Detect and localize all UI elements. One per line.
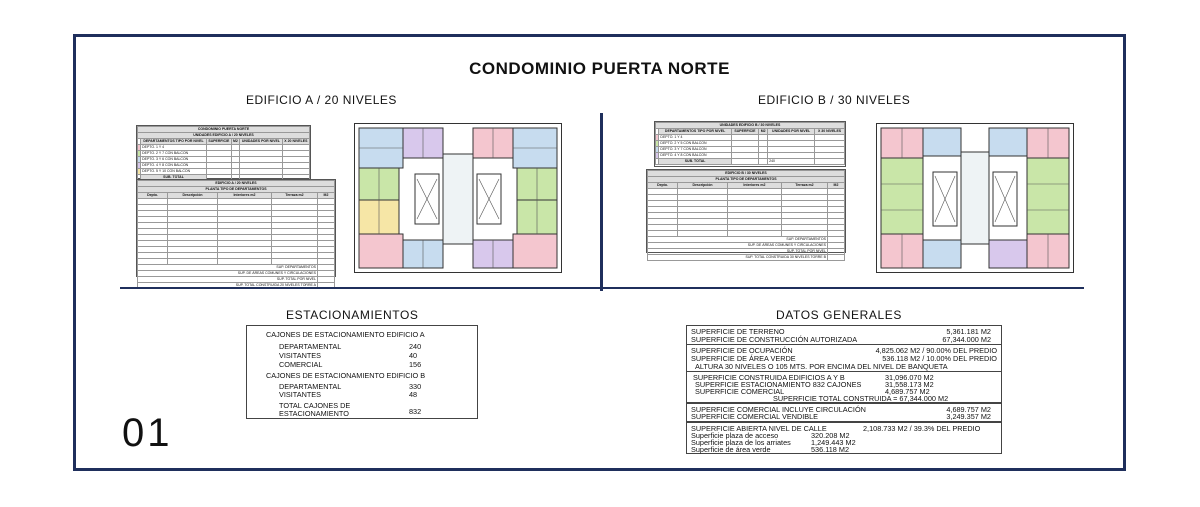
building-b-units-table: UNIDADES EDIFICIO B / 30 NIVELES DEPARTAMENTOS TIPO POR NIVEL SUPERFICIE M2 UNIDADES POR NIVEL X 30 NIVELES DEPTO. 1 Y 4 DEPTO. 2 Y 5 CON BALCON DEPTO. 3 Y 7 CON BALCON DEPTO. 4 Y 8 CON BALCON SUB. TOTAL 240 xyxy=(654,121,846,167)
page-title: CONDOMINIO PUERTA NORTE xyxy=(469,59,730,78)
datos-box-terreno: SUPERFICIE DE TERRENO 5,361.181 M2 SUPERFICIE DE CONSTRUCCIÓN AUTORIZADA 67,344.000 M2 xyxy=(686,325,1002,345)
building-a-plant-table: EDIFICIO A / 20 NIVELES PLANTA TIPO DE DEPARTAMENTOS Depto. Descripción Interiores m2 Terraza m2 M2 SUP. DEPARTAMENTOS SUP. DE ÁREAS COMUNES Y CIRCULACIONES SUP. TOTAL POR NIVEL SUP. TOTAL CONSTRUIDA 20 NIVELES TORRE A xyxy=(136,179,336,277)
building-a-units-table: CONDOMINIO PUERTA NORTE UNIDADES EDIFICIO A / 20 NIVELES DEPARTAMENTOS TIPO POR NIVEL SUPERFICIE M2 UNIDADES POR NIVEL X 20 NIVELES DEPTO. 1 Y 4 DEPTO. 2 Y 7 CON BALCON DEPTO. 3 Y 6 CON BALCON DEPTO. 4 Y 8 CON BALCON DEPTO. 5 Y 10 CON BALCON SUB. TOTAL xyxy=(136,125,311,179)
estacionamientos-box: CAJONES DE ESTACIONAMIENTO EDIFICIO A DEPARTAMENTAL 240 VISITANTES 40 COMERCIAL 156 CAJONES DE ESTACIONAMIENTO EDIFICIO B DEPARTAMENTAL 330 VISITANTES 48 TOTAL CAJONES DE ESTACIONAMIENTO 832 xyxy=(246,325,478,419)
building-b-plant-table: EDIFICIO B / 30 NIVELES PLANTA TIPO DE DEPARTAMENTOS Depto. Descripción Interiores m2 Terraza m2 M2 SUP. DEPARTAMENTOS SUP. DE ÁREAS COMUNES Y CIRCULACIONES SUP. TOTAL POR NIVEL SUP. TOTAL CONSTRUIDA 30 NIVELES TORRE B xyxy=(646,169,846,253)
building-b-heading: EDIFICIO B / 30 NIVELES xyxy=(758,93,911,107)
building-a-heading: EDIFICIO A / 20 NIVELES xyxy=(246,93,397,107)
sheet-number: 01 xyxy=(122,411,173,455)
datos-box-ocupacion: SUPERFICIE DE OCUPACIÓN 4,825.062 M2 / 90.00% DEL PREDIO SUPERFICIE DE ÁREA VERDE 536.118 M2 / 10.00% DEL PREDIO ALTURA 30 NIVELES O 105 MTS. POR ENCIMA DEL NIVEL DE BANQUETA xyxy=(686,344,1002,372)
vertical-divider xyxy=(600,113,603,291)
building-b-floor-plan xyxy=(876,123,1074,273)
building-a-floor-plan xyxy=(354,123,562,273)
datos-generales-heading: DATOS GENERALES xyxy=(776,308,902,322)
datos-box-construida: SUPERFICIE CONSTRUIDA EDIFICIOS A Y B 31,096.070 M2 SUPERFICIE ESTACIONAMIENTO 832 CAJONES 31,558.173 M2 SUPERFICIE COMERCIAL 4,689.757 M2 SUPERFICIE TOTAL CONSTRUIDA = 67,344.000 M2 xyxy=(686,371,1002,403)
datos-box-comercial: SUPERFICIE COMERCIAL INCLUYE CIRCULACIÓN 4,689.757 M2 SUPERFICIE COMERCIAL VENDIBLE 3,249.357 M2 xyxy=(686,403,1002,422)
datos-box-abierta: SUPERFICIE ABIERTA NIVEL DE CALLE 2,108.733 M2 / 39.3% DEL PREDIO Superficie plaza de acceso 320.208 M2 Superficie plaza de los arriates 1,249.443 M2 Superficie de área verde 536.118 M2 xyxy=(686,422,1002,454)
drawing-sheet xyxy=(73,34,1126,471)
estacionamientos-heading: ESTACIONAMIENTOS xyxy=(286,308,419,322)
horizontal-divider xyxy=(120,287,1084,289)
